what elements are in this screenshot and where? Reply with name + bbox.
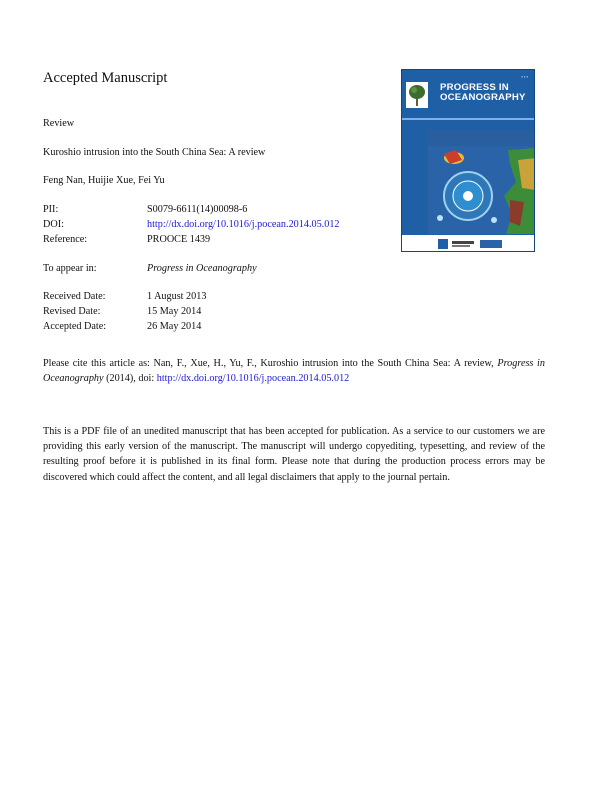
journal-cover <box>401 69 535 252</box>
accepted-label: Accepted Date: <box>43 321 107 332</box>
citation-doi-link[interactable]: http://dx.doi.org/10.1016/j.pocean.2014.05.012 <box>156 373 350 385</box>
cover-title-line1: PROGRESS IN <box>440 82 509 93</box>
citation-journal: Progress in Oceanography <box>43 358 545 385</box>
appear-label: To appear in: <box>43 263 97 274</box>
elsevier-tree-icon <box>406 82 428 108</box>
page-title: Accepted Manuscript <box>43 70 168 86</box>
article-title: Kuroshio intrusion into the South China Sea: A review <box>43 147 266 158</box>
publisher-logos-icon <box>436 237 506 251</box>
appear-journal-text: Progress in Oceanography <box>147 263 257 274</box>
revised-label: Revised Date: <box>43 306 101 317</box>
cover-title-line2: OCEANOGRAPHY <box>440 92 526 103</box>
received-date: 1 August 2013 <box>147 291 207 302</box>
reference-value: PROOCE 1439 <box>147 234 211 245</box>
article-type: Review <box>43 118 75 129</box>
notice-paragraph: This is a PDF file of an unedited manuscript that has been accepted for publication. As a service to our customers we are providing this early version of the manuscript. The manuscript will undergo copyediting, typesetting, and review of the resulting proof before it is published in its final form. Please note that during the production process errors may be discovered which could affect the content, and all legal disclaimers that apply to the journal pertain. <box>43 426 545 483</box>
pii-label: PII: <box>43 204 59 215</box>
accepted-date: 26 May 2014 <box>147 321 202 332</box>
reference-label: Reference: <box>43 234 88 245</box>
doi-link[interactable]: http://dx.doi.org/10.1016/j.pocean.2014.05.012 <box>147 219 340 230</box>
cover-publisher-band <box>402 235 535 252</box>
cover-title <box>440 83 526 103</box>
doi-label: DOI: <box>43 219 64 230</box>
citation-paragraph <box>43 356 545 386</box>
received-label: Received Date: <box>43 291 106 302</box>
cover-map-image <box>428 130 535 234</box>
cover-volume-mark: ▪ ▪ ▪ <box>521 74 528 79</box>
cover-divider <box>402 118 535 120</box>
revised-date: 15 May 2014 <box>147 306 202 317</box>
appear-journal <box>147 262 257 275</box>
citation-prefix: Please cite this article as: Nan, F., Xue, H., Yu, F., Kuroshio intrusion into the South China Sea: A review, <box>43 358 494 369</box>
citation-middle: (2014), doi: <box>106 373 155 385</box>
article-authors: Feng Nan, Huijie Xue, Fei Yu <box>43 175 165 186</box>
pii-value: S0079-6611(14)00098-6 <box>147 204 248 215</box>
